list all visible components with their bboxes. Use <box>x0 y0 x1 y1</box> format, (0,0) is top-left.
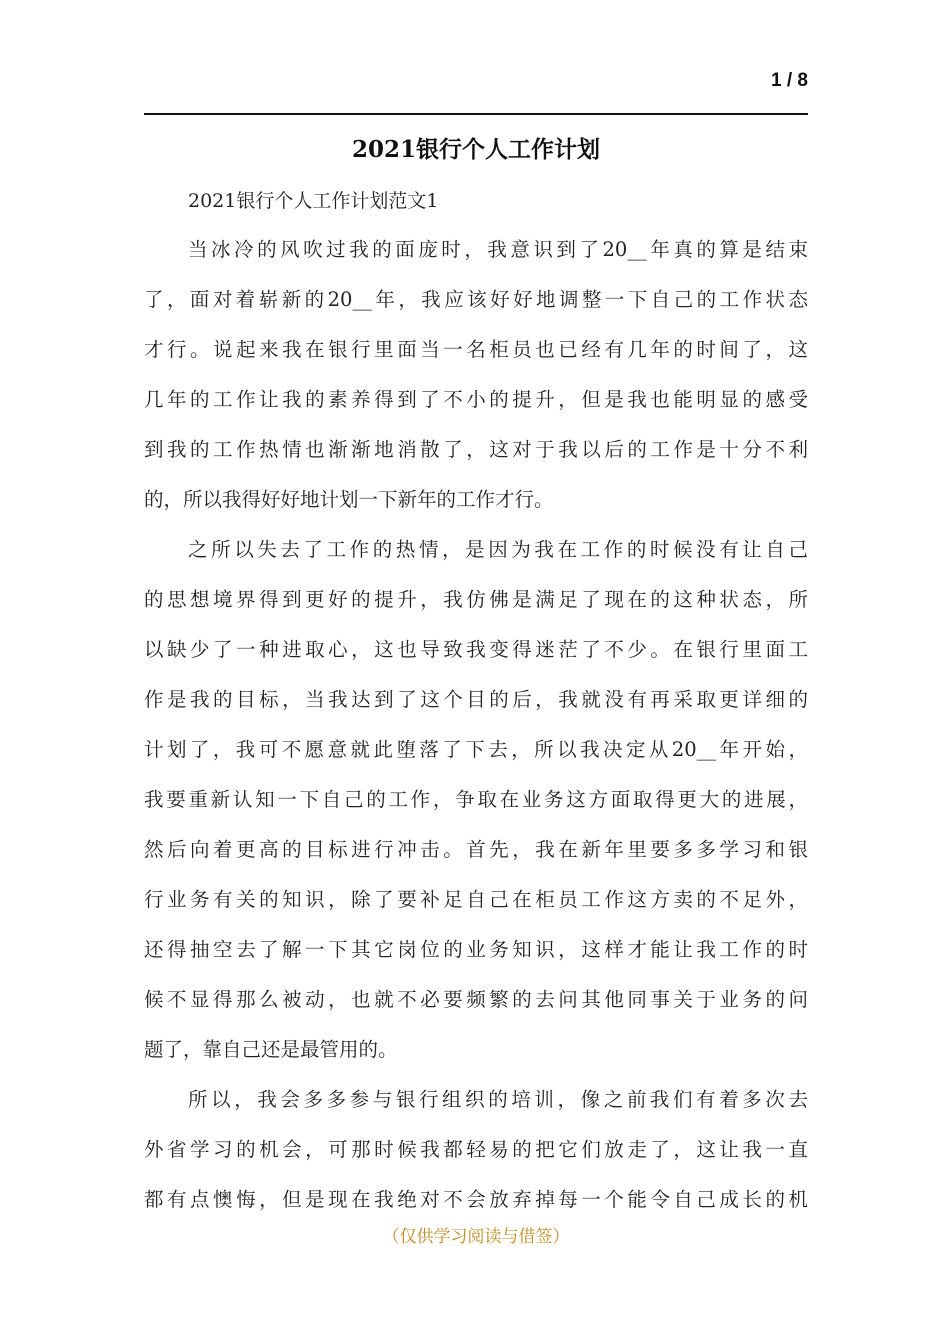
document-subtitle: 2021银行个人工作计划范文1 <box>188 190 439 212</box>
paragraph-line: 才行。说起来我在银行里面当一名柜员也已经有几年的时间了，这 <box>144 338 808 361</box>
footer-note: （仅供学习阅读与借签） <box>382 1227 570 1247</box>
paragraph-line: 的思想境界得到更好的提升，我仿佛是满足了现在的这种状态，所 <box>144 588 808 611</box>
paragraph-line: 计划了，我可不愿意就此堕落了下去，所以我决定从20__年开始， <box>144 738 808 761</box>
paragraph-line: 以缺少了一种进取心，这也导致我变得迷茫了不少。在银行里面工 <box>144 638 808 661</box>
paragraph-line: 了，面对着崭新的20__年，我应该好好地调整一下自己的工作状态 <box>144 288 808 311</box>
paragraph-line: 到我的工作热情也渐渐地消散了，这对于我以后的工作是十分不利 <box>144 438 808 461</box>
paragraph-line: 外省学习的机会，可那时候我都轻易的把它们放走了，这让我一直 <box>144 1138 808 1161</box>
paragraph-line: 所以，我会多多参与银行组织的培训，像之前我们有着多次去 <box>188 1088 808 1111</box>
paragraph-line: 然后向着更高的目标进行冲击。首先，我在新年里要多多学习和银 <box>144 838 808 861</box>
paragraph-line: 的，所以我得好好地计划一下新年的工作才行。 <box>144 488 554 511</box>
paragraph-line: 候不显得那么被动，也就不必要频繁的去问其他同事关于业务的问 <box>144 988 808 1011</box>
paragraph-line: 作是我的目标，当我达到了这个目的后，我就没有再采取更详细的 <box>144 688 808 711</box>
paragraph-line: 都有点懊悔，但是现在我绝对不会放弃掉每一个能令自己成长的机 <box>144 1188 808 1211</box>
header-rule <box>144 113 808 115</box>
paragraph-line: 几年的工作让我的素养得到了不小的提升，但是我也能明显的感受 <box>144 388 808 411</box>
page-number: 1 / 8 <box>771 70 808 91</box>
paragraph-line: 之所以失去了工作的热情，是因为我在工作的时候没有让自己 <box>188 538 808 561</box>
paragraph-line: 还得抽空去了解一下其它岗位的业务知识，这样才能让我工作的时 <box>144 938 808 961</box>
paragraph-line: 当冰冷的风吹过我的面庞时，我意识到了20__年真的算是结束 <box>188 238 808 261</box>
paragraph-line: 我要重新认知一下自己的工作，争取在业务这方面取得更大的进展， <box>144 788 808 811</box>
paragraph-line: 行业务有关的知识，除了要补足自己在柜员工作这方卖的不足外， <box>144 888 808 911</box>
paragraph-line: 题了，靠自己还是最管用的。 <box>144 1038 398 1061</box>
document-title: 2021银行个人工作计划 <box>351 136 600 163</box>
